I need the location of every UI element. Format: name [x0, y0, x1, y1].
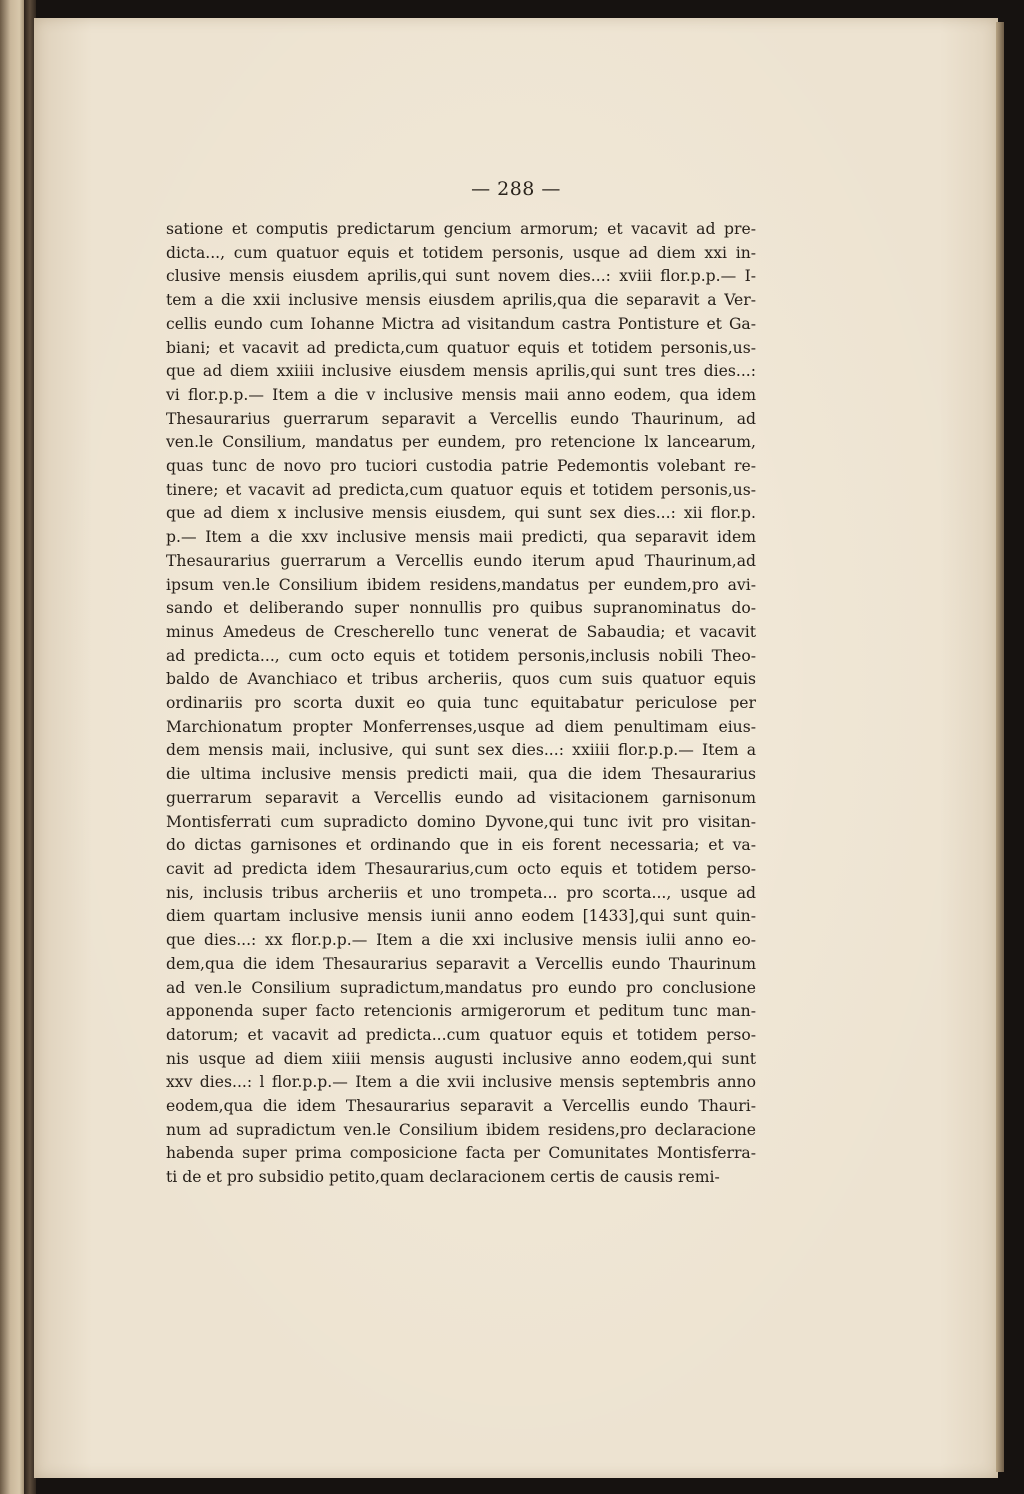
book-page	[34, 18, 998, 1478]
text-line: datorum; et vacavit ad predicta...cum quatuor equis et totidem perso-	[166, 1025, 756, 1044]
text-line: diem quartam inclusive mensis iunii anno eodem [1433],qui sunt quin-	[166, 907, 756, 926]
text-line: guerrarum separavit a Vercellis eundo ad visitacionem garnisonum	[166, 788, 756, 807]
text-line: sando et deliberando super nonnullis pro quibus supranominatus do-	[166, 599, 756, 618]
text-line: ti de et pro subsidio petito,quam declaracionem certis de causis remi-	[166, 1168, 720, 1187]
text-line: baldo de Avanchiaco et tribus archeriis, quos cum suis quatuor equis	[166, 670, 756, 689]
text-line: ad ven.le Consilium supradictum,mandatus pro eundo pro conclusione	[166, 978, 756, 997]
text-line: biani; et vacavit ad predicta,cum quatuor equis et totidem personis,us-	[166, 338, 756, 357]
text-line: que dies...: xx flor.p.p.— Item a die xxi inclusive mensis iulii anno eo-	[166, 931, 756, 950]
text-line: ven.le Consilium, mandatus per eundem, pro retencione lx lancearum,	[166, 433, 756, 452]
body-text	[166, 218, 756, 1190]
text-line: Thesaurarius guerrarum a Vercellis eundo iterum apud Thaurinum,ad	[166, 551, 756, 570]
text-line: tem a die xxii inclusive mensis eiusdem aprilis,qua die separavit a Ver-	[166, 291, 756, 310]
text-line: cellis eundo cum Iohanne Mictra ad visitandum castra Pontisture et Ga-	[166, 314, 756, 333]
text-line: dem mensis maii, inclusive, qui sunt sex dies...: xxiiii flor.p.p.— Item a	[166, 741, 756, 760]
text-line: minus Amedeus de Crescherello tunc venerat de Sabaudia; et vacavit	[166, 622, 756, 641]
text-line: Marchionatum propter Monferrenses,usque ad diem penultimam eius-	[166, 717, 756, 736]
text-line: vi flor.p.p.— Item a die v inclusive mensis maii anno eodem, qua idem	[166, 385, 756, 404]
text-line: nis, inclusis tribus archeriis et uno trompeta... pro scorta..., usque ad	[166, 883, 756, 902]
text-line: p.— Item a die xxv inclusive mensis maii predicti, qua separavit idem	[166, 528, 756, 547]
text-line: que ad diem x inclusive mensis eiusdem, qui sunt sex dies...: xii flor.p.	[166, 504, 756, 523]
text-line: dicta..., cum quatuor equis et totidem personis, usque ad diem xxi in-	[166, 243, 756, 262]
text-line: ordinariis pro scorta duxit eo quia tunc equitabatur periculose per	[166, 694, 756, 713]
text-line: dem,qua die idem Thesaurarius separavit a Vercellis eundo Thaurinum	[166, 954, 756, 973]
text-line: num ad supradictum ven.le Consilium ibidem residens,pro declaracione	[166, 1120, 756, 1139]
text-line: cavit ad predicta idem Thesaurarius,cum octo equis et totidem perso-	[166, 859, 756, 878]
text-line: que ad diem xxiiii inclusive eiusdem mensis aprilis,qui sunt tres dies...:	[166, 362, 756, 381]
text-line: die ultima inclusive mensis predicti maii, qua die idem Thesaurarius	[166, 765, 756, 784]
text-line: apponenda super facto retencionis armigerorum et peditum tunc man-	[166, 1002, 756, 1021]
text-line: ad predicta..., cum octo equis et totidem personis,inclusis nobili Theo-	[166, 646, 756, 665]
text-line: ipsum ven.le Consilium ibidem residens,mandatus per eundem,pro avi-	[166, 575, 756, 594]
text-line: do dictas garnisones et ordinando que in eis forent necessaria; et va-	[166, 836, 756, 855]
text-line: nis usque ad diem xiiii mensis augusti inclusive anno eodem,qui sunt	[166, 1049, 756, 1068]
text-line: quas tunc de novo pro tuciori custodia patrie Pedemontis volebant re-	[166, 457, 756, 476]
text-line: satione et computis predictarum gencium armorum; et vacavit ad pre-	[166, 220, 756, 238]
text-line: Montisferrati cum supradicto domino Dyvone,qui tunc ivit pro visitan-	[166, 812, 756, 831]
text-line: xxv dies...: l flor.p.p.— Item a die xvii inclusive mensis septembris anno	[166, 1073, 756, 1092]
text-line: habenda super prima composicione facta per Comunitates Montisferra-	[166, 1144, 756, 1163]
page-stack-edge	[996, 22, 1004, 1472]
text-line: tinere; et vacavit ad predicta,cum quatuor equis et totidem personis,us-	[166, 480, 756, 499]
page-number: — 288 —	[471, 178, 561, 200]
text-line: clusive mensis eiusdem aprilis,qui sunt novem dies...: xviii flor.p.p.— I-	[166, 267, 756, 286]
text-line: eodem,qua die idem Thesaurarius separavit a Vercellis eundo Thauri-	[166, 1097, 756, 1116]
facing-page-edge	[0, 0, 26, 1494]
text-line: Thesaurarius guerrarum separavit a Vercellis eundo Thaurinum, ad	[166, 409, 756, 428]
